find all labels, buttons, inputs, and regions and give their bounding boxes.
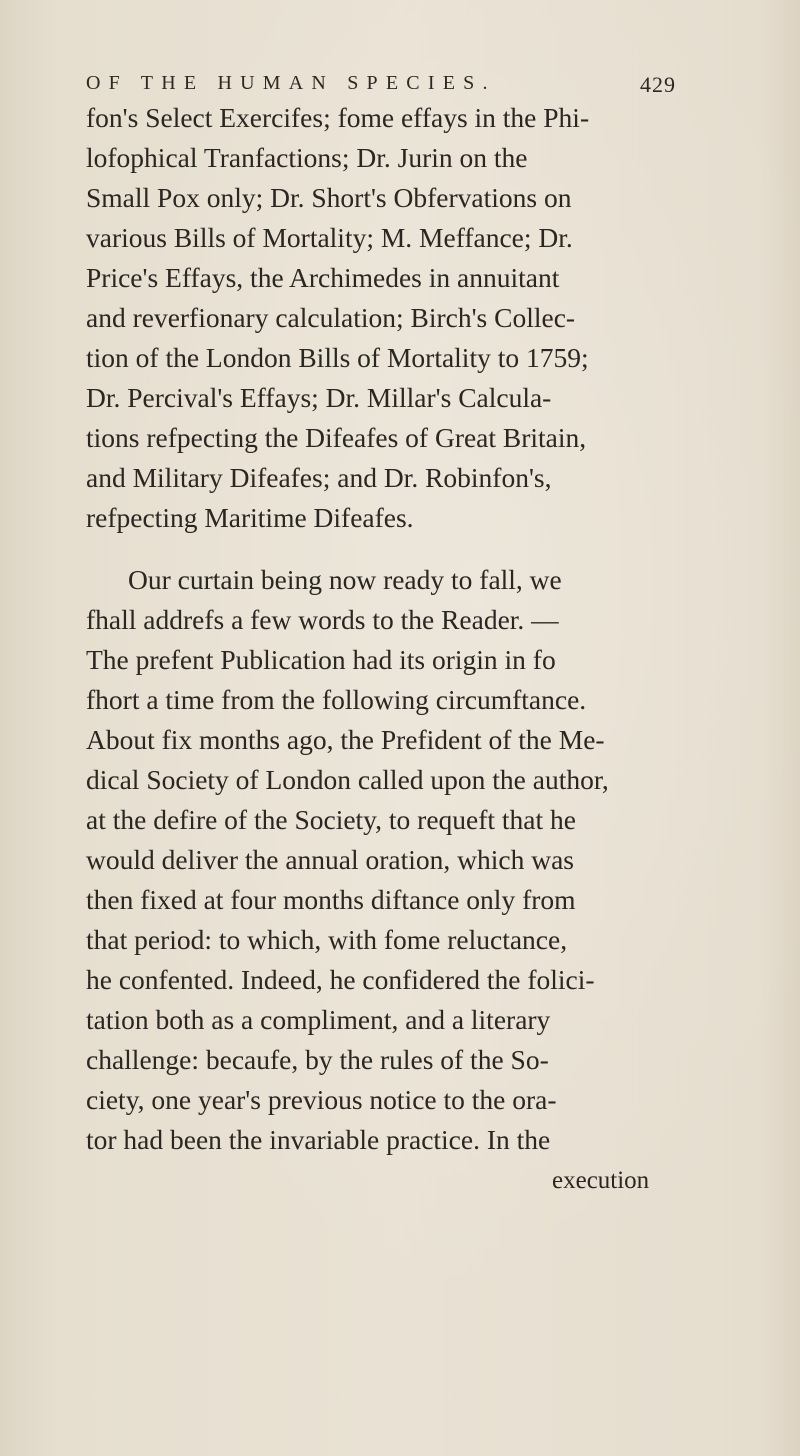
text-line: fon's Select Exercifes; fome effays in the Phi- (86, 102, 590, 133)
text-line: Dr. Percival's Effays; Dr. Millar's Calcula- (86, 382, 552, 413)
text-line: and reverfionary calculation; Birch's Collec- (86, 302, 576, 333)
text-line: he confented. Indeed, he confidered the folici- (86, 964, 595, 995)
text-line: various Bills of Mortality; M. Meffance; Dr. (86, 222, 573, 253)
text-line: ciety, one year's previous notice to the ora- (86, 1084, 557, 1115)
text-line: fhort a time from the following circumftance. (86, 684, 587, 715)
catchword: execution (552, 1167, 650, 1194)
text-line: Price's Effays, the Archimedes in annuitant (86, 262, 560, 293)
text-line: The prefent Publication had its origin in fo (86, 644, 556, 675)
page-number: 429 (640, 72, 676, 97)
text-line: Our curtain being now ready to fall, we (128, 564, 562, 595)
text-line: then fixed at four months diftance only from (86, 884, 576, 915)
text-line: lofophical Tranfactions; Dr. Jurin on the (86, 142, 528, 173)
text-line: would deliver the annual oration, which was (86, 844, 574, 875)
text-line: tion of the London Bills of Mortality to 1759; (86, 342, 589, 373)
text-line: at the defire of the Society, to requeft that he (86, 804, 576, 835)
text-line: that period: to which, with fome reluctance, (86, 924, 568, 955)
text-line: fhall addrefs a few words to the Reader. — (86, 604, 559, 635)
text-line: and Military Difeafes; and Dr. Robinfon's, (86, 462, 552, 493)
text-line: tor had been the invariable practice. In the (86, 1124, 551, 1155)
text-line: tions refpecting the Difeafes of Great Britain, (86, 422, 587, 453)
text-line: About fix months ago, the Prefident of the Me- (86, 724, 605, 755)
text-line: Small Pox only; Dr. Short's Obfervations on (86, 182, 572, 213)
running-head: OF THE HUMAN SPECIES. (86, 72, 496, 94)
text-line: tation both as a compliment, and a literary (86, 1004, 551, 1035)
text-line: refpecting Maritime Difeafes. (86, 502, 414, 533)
text-line: dical Society of London called upon the author, (86, 764, 609, 795)
text-line: challenge: becaufe, by the rules of the So- (86, 1044, 549, 1075)
